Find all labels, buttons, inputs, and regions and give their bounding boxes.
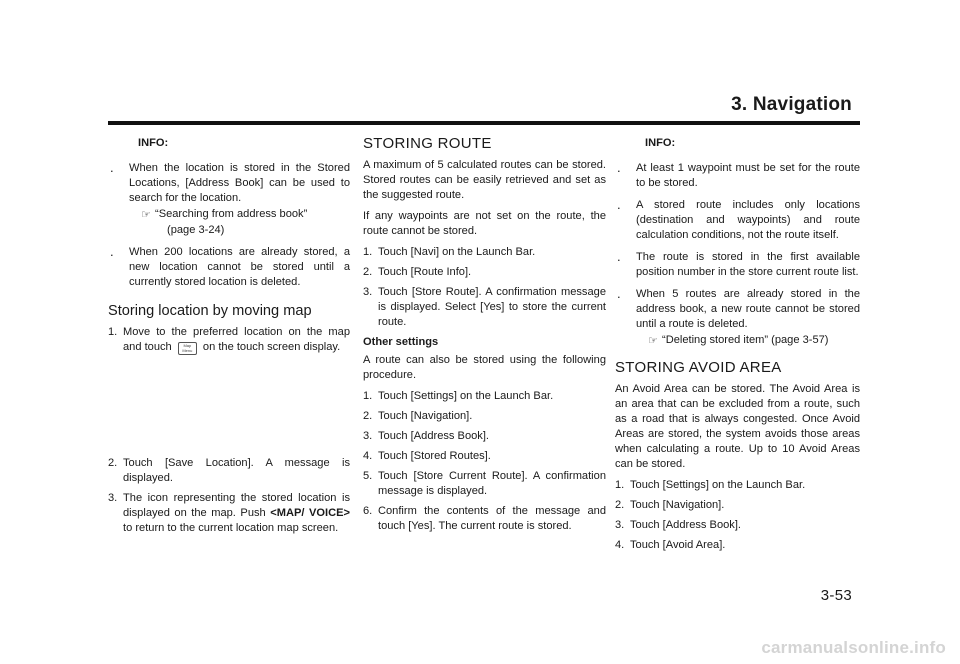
info-bullet [615, 250, 860, 280]
paragraph: A maximum of 5 calculated routes can be stored. Stored routes can be easily retrieved and set as the suggested route. [363, 159, 606, 201]
bullet-text: When 200 locations are already stored, a new location cannot be stored until a currently stored location is deleted. [129, 246, 350, 288]
paragraph: If any waypoints are not set on the route, the route cannot be stored. [363, 210, 606, 237]
step-item [363, 409, 606, 424]
page-header-title: 3. Navigation [731, 94, 852, 115]
step-text: Touch [Save Location]. A message is displayed. [123, 457, 350, 484]
step-number: 3. [108, 492, 118, 504]
step-item [363, 389, 606, 404]
column-3 [615, 136, 860, 558]
cross-reference [636, 333, 860, 349]
step-item [363, 429, 606, 444]
step-item [108, 491, 350, 536]
step-item [363, 265, 606, 280]
step-number: 1. [108, 326, 118, 338]
page-number: 3-53 [820, 587, 852, 604]
paragraph: An Avoid Area can be stored. The Avoid Area is an area that can be excluded from a route, such as a road that is always congested. Once Avoid Areas are stored, the system avoids those areas when calculating a route. Up to 10 Avoid Areas can be stored. [615, 383, 860, 470]
reference-text: “Deleting stored item” (page 3-57) [662, 334, 829, 346]
step-item [615, 478, 860, 493]
step-number: 1. [363, 390, 373, 402]
info-bullet [108, 245, 350, 290]
step-text: Touch [Navigation]. [630, 499, 725, 511]
step-item [615, 538, 860, 553]
step-item [363, 245, 606, 260]
step-text: to return to the current location map screen. [123, 522, 339, 534]
column-1 [108, 136, 350, 541]
bullet-text: At least 1 waypoint must be set for the route to be stored. [636, 162, 860, 189]
map-voice-key: <MAP/ VOICE> [270, 507, 350, 519]
step-text: Touch [Store Current Route]. A confirmation message is displayed. [378, 470, 606, 497]
section-heading: STORING AVOID AREA [615, 359, 782, 376]
step-text: Touch [Settings] on the Launch Bar. [630, 479, 806, 491]
step-text: Touch [Address Book]. [630, 519, 741, 531]
section-heading: STORING ROUTE [363, 135, 492, 152]
step-number: 1. [363, 246, 373, 258]
step-text: Touch [Settings] on the Launch Bar. [378, 390, 554, 402]
step-text: Move to the preferred location on the map and touch [123, 326, 350, 353]
step-text: Touch [Route Info]. [378, 266, 472, 278]
bullet-dot: . [617, 197, 621, 212]
info-bullet [108, 161, 350, 238]
map-menu-key-icon: Map Menu [178, 342, 197, 355]
bullet-dot: . [110, 244, 114, 259]
step-item [363, 285, 606, 330]
step-text: Touch [Avoid Area]. [630, 539, 726, 551]
column-2 [363, 136, 606, 539]
bullet-text: The route is stored in the first available position number in the store current route list. [636, 251, 860, 278]
bullet-text: When the location is stored in the Stored Locations, [Address Book] can be used to search for the location. [129, 162, 350, 204]
step-text: The icon representing the stored location is displayed on the map. Push [123, 492, 350, 519]
step-text: Touch [Store Route]. A confirmation message is displayed. Select [Yes] to store the current route. [378, 286, 606, 328]
image-placeholder [108, 360, 350, 456]
step-text: Touch [Stored Routes]. [378, 450, 491, 462]
step-number: 3. [363, 430, 373, 442]
step-text: on the touch screen display. [202, 341, 341, 353]
bullet-dot: . [110, 160, 114, 175]
info-bullet [615, 198, 860, 243]
paragraph: A route can also be stored using the following procedure. [363, 354, 606, 381]
step-item [363, 449, 606, 464]
step-number: 2. [615, 499, 625, 511]
reference-page: (page 3-24) [167, 224, 225, 236]
pointing-hand-icon: ☞ [141, 209, 151, 221]
step-item [363, 504, 606, 534]
step-number: 2. [363, 410, 373, 422]
info-bullet [615, 161, 860, 191]
bullet-text: When 5 routes are already stored in the address book, a new route cannot be stored until a route is deleted. [636, 288, 860, 330]
step-text: Confirm the contents of the message and touch [Yes]. The current route is stored. [378, 505, 606, 532]
bullet-dot: . [617, 249, 621, 264]
reference-text: “Searching from address book” [155, 208, 308, 220]
step-number: 3. [615, 519, 625, 531]
step-number: 5. [363, 470, 373, 482]
pointing-hand-icon: ☞ [648, 335, 658, 347]
step-text: Touch [Address Book]. [378, 430, 489, 442]
step-number: 4. [615, 539, 625, 551]
step-item [108, 456, 350, 486]
step-text: Touch [Navi] on the Launch Bar. [378, 246, 536, 258]
step-item [615, 498, 860, 513]
step-number: 3. [363, 286, 373, 298]
bullet-dot: . [617, 160, 621, 175]
bullet-text: A stored route includes only locations (destination and waypoints) and route calculation conditions, not the route itself. [636, 199, 860, 241]
other-settings-heading: Other settings [363, 336, 439, 348]
info-label: INFO: [138, 137, 169, 149]
step-number: 6. [363, 505, 373, 517]
step-item [363, 469, 606, 499]
step-item [108, 325, 350, 355]
cross-reference [129, 207, 350, 238]
step-number: 1. [615, 479, 625, 491]
subsection-heading: Storing location by moving map [108, 303, 312, 319]
info-bullet [615, 287, 860, 349]
info-label: INFO: [645, 137, 676, 149]
step-item [615, 518, 860, 533]
header-rule [108, 121, 860, 125]
step-number: 2. [108, 457, 118, 469]
watermark: carmanualsonline.info [761, 638, 946, 657]
bullet-dot: . [617, 286, 621, 301]
step-text: Touch [Navigation]. [378, 410, 473, 422]
step-number: 4. [363, 450, 373, 462]
step-number: 2. [363, 266, 373, 278]
